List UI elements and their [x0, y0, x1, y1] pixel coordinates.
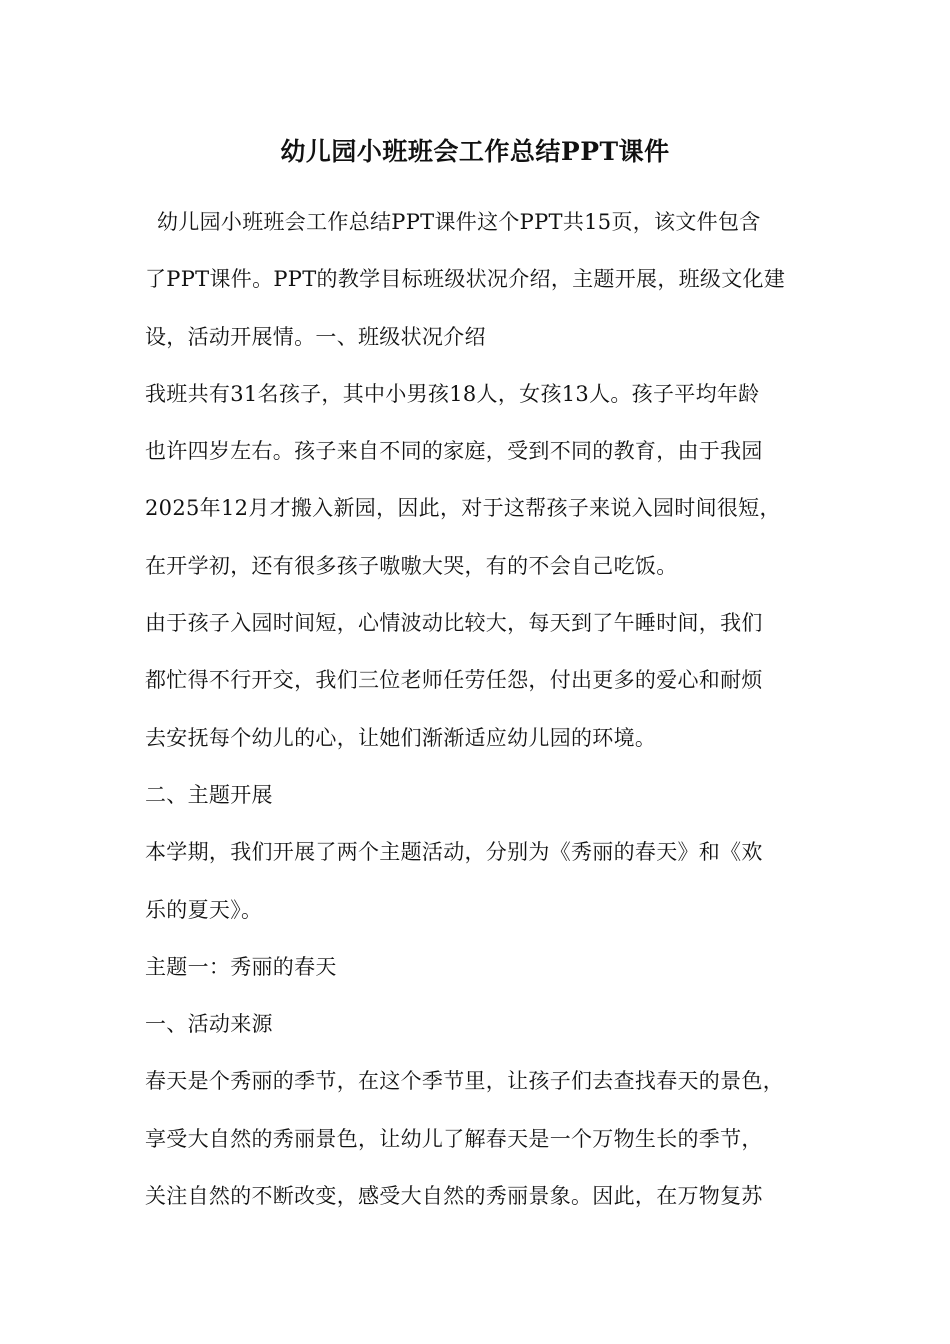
body-line-13: 乐的夏天》。: [145, 897, 263, 922]
body-line-2: 了PPT课件。PPT的教学目标班级状况介绍，主题开展，班级文化建: [145, 267, 786, 292]
theme-heading-spring: 主题一：秀丽的春天: [145, 954, 337, 979]
body-line-10: 去安抚每个幼儿的心，让她们渐渐适应幼儿园的环境。: [145, 725, 657, 750]
body-line-5: 也许四岁左右。孩子来自不同的家庭，受到不同的教育，由于我园: [145, 439, 763, 464]
body-line-6: 2025年12月才搬入新园，因此，对于这帮孩子来说入园时间很短，: [145, 496, 781, 521]
body-line-3: 设，活动开展情。一、班级状况介绍: [145, 324, 486, 349]
document-body: [145, 202, 825, 1233]
body-line-16: 春天是个秀丽的季节，在这个季节里，让孩子们去查找春天的景色，: [145, 1069, 784, 1094]
body-line-8: 由于孩子入园时间短，心情波动比较大，每天到了午睡时间，我们: [145, 611, 763, 636]
section-heading-themes: 二、主题开展: [145, 782, 273, 807]
body-line-1: 幼儿园小班班会工作总结PPT课件这个PPT共15页，该文件包含: [157, 210, 761, 234]
body-line-12: 本学期，我们开展了两个主题活动，分别为《秀丽的春天》和《欢: [145, 840, 763, 865]
body-line-17: 享受大自然的秀丽景色，让幼儿了解春天是一个万物生长的季节，: [145, 1126, 763, 1151]
body-line-9: 都忙得不行开交，我们三位老师任劳任怨，付出更多的爱心和耐烦: [145, 668, 763, 693]
body-line-7: 在开学初，还有很多孩子嗷嗷大哭，有的不会自己吃饭。: [145, 553, 678, 578]
body-line-4: 我班共有31名孩子，其中小男孩18人，女孩13人。孩子平均年龄: [145, 381, 760, 406]
subheading-activity-source: 一、活动来源: [145, 1012, 273, 1037]
document-title: 幼儿园小班班会工作总结PPT课件: [280, 137, 670, 166]
body-line-18: 关注自然的不断改变，感受大自然的秀丽景象。因此，在万物复苏: [145, 1184, 763, 1209]
